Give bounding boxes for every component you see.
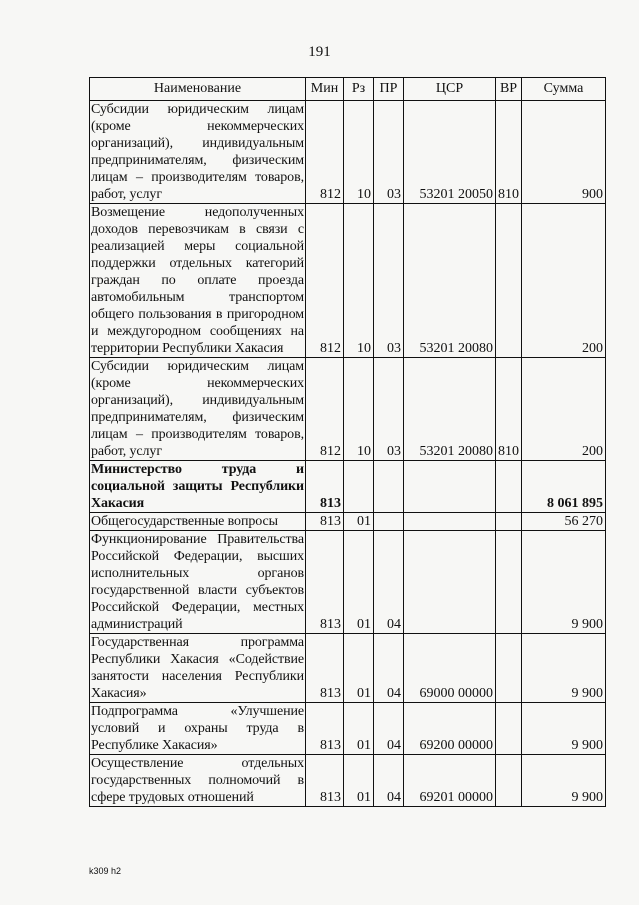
table-row [90, 634, 606, 703]
cell-sum: 8 061 895 [522, 461, 606, 513]
cell-min: 812 [306, 101, 344, 204]
cell-sum: 200 [522, 358, 606, 461]
cell-pr: 03 [374, 358, 404, 461]
table-row [90, 204, 606, 358]
cell-name: Осуществление отдельных государственных полномочий в сфере трудовых отношений [91, 756, 304, 805]
cell-rz: 01 [344, 513, 374, 531]
cell-csr [404, 513, 496, 531]
cell-vr [496, 703, 522, 755]
cell-min: 812 [306, 358, 344, 461]
cell-rz: 01 [344, 531, 374, 634]
header-rz: Рз [344, 78, 374, 101]
cell-vr [496, 513, 522, 531]
table-row [90, 461, 606, 513]
table-header-row [90, 78, 606, 101]
cell-csr: 69201 00000 [404, 755, 496, 807]
cell-pr [374, 513, 404, 531]
budget-table [89, 77, 606, 807]
header-vr: ВР [496, 78, 522, 101]
cell-rz: 10 [344, 358, 374, 461]
cell-min: 813 [306, 755, 344, 807]
header-name: Наименование [90, 78, 306, 101]
cell-vr [496, 204, 522, 358]
cell-name: Министерство труда и социальной защиты Республики Хакасия [91, 462, 304, 511]
cell-name: Субсидии юридическим лицам (кроме некоммерческих организаций), индивидуальным предпринимателям, физическим лицам – производителям товаров, работ, услуг [91, 359, 304, 459]
header-min: Мин [306, 78, 344, 101]
cell-rz: 10 [344, 101, 374, 204]
cell-vr [496, 531, 522, 634]
header-csr: ЦСР [404, 78, 496, 101]
cell-name: Общегосударственные вопросы [90, 513, 306, 531]
cell-pr: 04 [374, 531, 404, 634]
cell-vr [496, 755, 522, 807]
cell-vr [496, 634, 522, 703]
header-sum: Сумма [522, 78, 606, 101]
cell-min: 812 [306, 204, 344, 358]
cell-csr: 53201 20080 [404, 204, 496, 358]
cell-csr [404, 531, 496, 634]
cell-min: 813 [306, 461, 344, 513]
cell-sum: 9 900 [522, 755, 606, 807]
cell-csr: 69000 00000 [404, 634, 496, 703]
cell-pr: 04 [374, 634, 404, 703]
cell-pr: 04 [374, 703, 404, 755]
cell-csr: 53201 20050 [404, 101, 496, 204]
cell-csr: 69200 00000 [404, 703, 496, 755]
table-row [90, 703, 606, 755]
header-pr: ПР [374, 78, 404, 101]
cell-name: Субсидии юридическим лицам (кроме некоммерческих организаций), индивидуальным предпринимателям, физическим лицам – производителям товаров, работ, услуг [91, 102, 304, 202]
cell-rz [344, 461, 374, 513]
cell-sum: 900 [522, 101, 606, 204]
cell-vr: 810 [496, 101, 522, 204]
page-number: 191 [308, 44, 331, 60]
footer-document-code: k309 h2 [89, 866, 122, 876]
cell-csr: 53201 20080 [404, 358, 496, 461]
cell-pr [374, 461, 404, 513]
cell-min: 813 [306, 513, 344, 531]
table-row [90, 531, 606, 634]
table-row [90, 358, 606, 461]
cell-name: Государственная программа Республики Хакасия «Содействие занятости населения Республики Хакасия» [91, 635, 304, 701]
table-row [90, 755, 606, 807]
cell-rz: 01 [344, 634, 374, 703]
cell-pr: 03 [374, 204, 404, 358]
cell-vr [496, 461, 522, 513]
cell-rz: 01 [344, 703, 374, 755]
cell-pr: 04 [374, 755, 404, 807]
cell-name: Подпрограмма «Улучшение условий и охраны труда в Республике Хакасия» [91, 704, 304, 753]
cell-sum: 9 900 [522, 703, 606, 755]
cell-min: 813 [306, 531, 344, 634]
table-row [90, 513, 606, 531]
cell-rz: 01 [344, 755, 374, 807]
cell-sum: 56 270 [522, 513, 606, 531]
cell-min: 813 [306, 634, 344, 703]
cell-csr [404, 461, 496, 513]
cell-vr: 810 [496, 358, 522, 461]
cell-rz: 10 [344, 204, 374, 358]
cell-name: Возмещение недополученных доходов перевозчикам в связи с реализацией меры социальной поддержки отдельных категорий граждан по оплате проезда автомобильным транспортом общего пользования в пригородном и междугородном сообщениях на территории Республики Хакасия [91, 205, 304, 356]
cell-name: Функционирование Правительства Российской Федерации, высших исполнительных органов государственной власти субъектов Российской Федерации, местных администраций [91, 532, 304, 632]
cell-pr: 03 [374, 101, 404, 204]
table-row [90, 101, 606, 204]
cell-sum: 200 [522, 204, 606, 358]
cell-sum: 9 900 [522, 531, 606, 634]
cell-sum: 9 900 [522, 634, 606, 703]
cell-min: 813 [306, 703, 344, 755]
